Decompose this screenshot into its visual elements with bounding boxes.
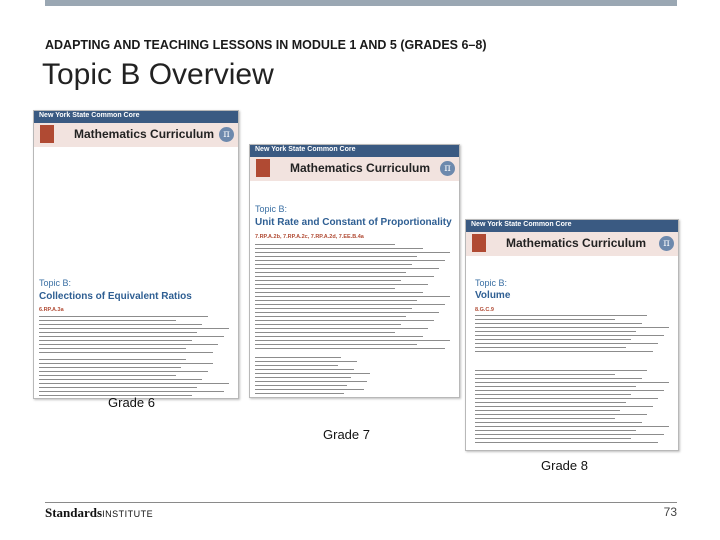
doc-topic-label: Topic B: <box>39 278 72 288</box>
doc-topic-subtitle: Collections of Equivalent Ratios <box>39 291 192 302</box>
doc-banner: New York State Common Core <box>39 112 140 119</box>
doc-banner: New York State Common Core <box>255 146 356 153</box>
pi-icon: π <box>440 161 455 176</box>
doc-curriculum-title: Mathematics Curriculum <box>290 161 431 175</box>
top-accent-bar <box>45 0 677 6</box>
page-number: 73 <box>663 505 677 519</box>
doc-banner: New York State Common Core <box>471 221 572 228</box>
doc-standards: 7.RP.A.2b, 7.RP.A.2c, 7.RP.A.2d, 7.EE.B.4a <box>255 234 364 240</box>
doc-standards: 6.RP.A.3a <box>39 307 64 313</box>
grade6-document-image <box>33 110 239 399</box>
curriculum-badge <box>472 234 486 252</box>
doc-curriculum-title: Mathematics Curriculum <box>74 127 215 141</box>
grade7-document-image <box>249 144 460 398</box>
doc-curriculum-title: Mathematics Curriculum <box>506 236 647 250</box>
doc-standards: 8.G.C.9 <box>475 307 494 313</box>
section-eyebrow: ADAPTING AND TEACHING LESSONS IN MODULE 1 AND 5 (GRADES 6–8) <box>45 38 487 52</box>
doc-topic-subtitle: Unit Rate and Constant of Proportionality <box>255 217 452 228</box>
slide-title: Topic B Overview <box>42 58 274 91</box>
grade6-caption: Grade 6 <box>108 395 155 410</box>
standards-institute-logo: StandardsINSTITUTE <box>45 505 154 520</box>
curriculum-badge <box>40 125 54 143</box>
curriculum-badge <box>256 159 270 177</box>
footer-divider <box>45 502 677 503</box>
doc-topic-label: Topic B: <box>255 204 288 214</box>
grade7-caption: Grade 7 <box>323 427 370 442</box>
grade8-caption: Grade 8 <box>541 458 588 473</box>
pi-icon: π <box>659 236 674 251</box>
grade8-document-image <box>465 219 679 451</box>
doc-topic-label: Topic B: <box>475 278 508 288</box>
pi-icon: π <box>219 127 234 142</box>
doc-topic-subtitle: Volume <box>475 290 511 301</box>
